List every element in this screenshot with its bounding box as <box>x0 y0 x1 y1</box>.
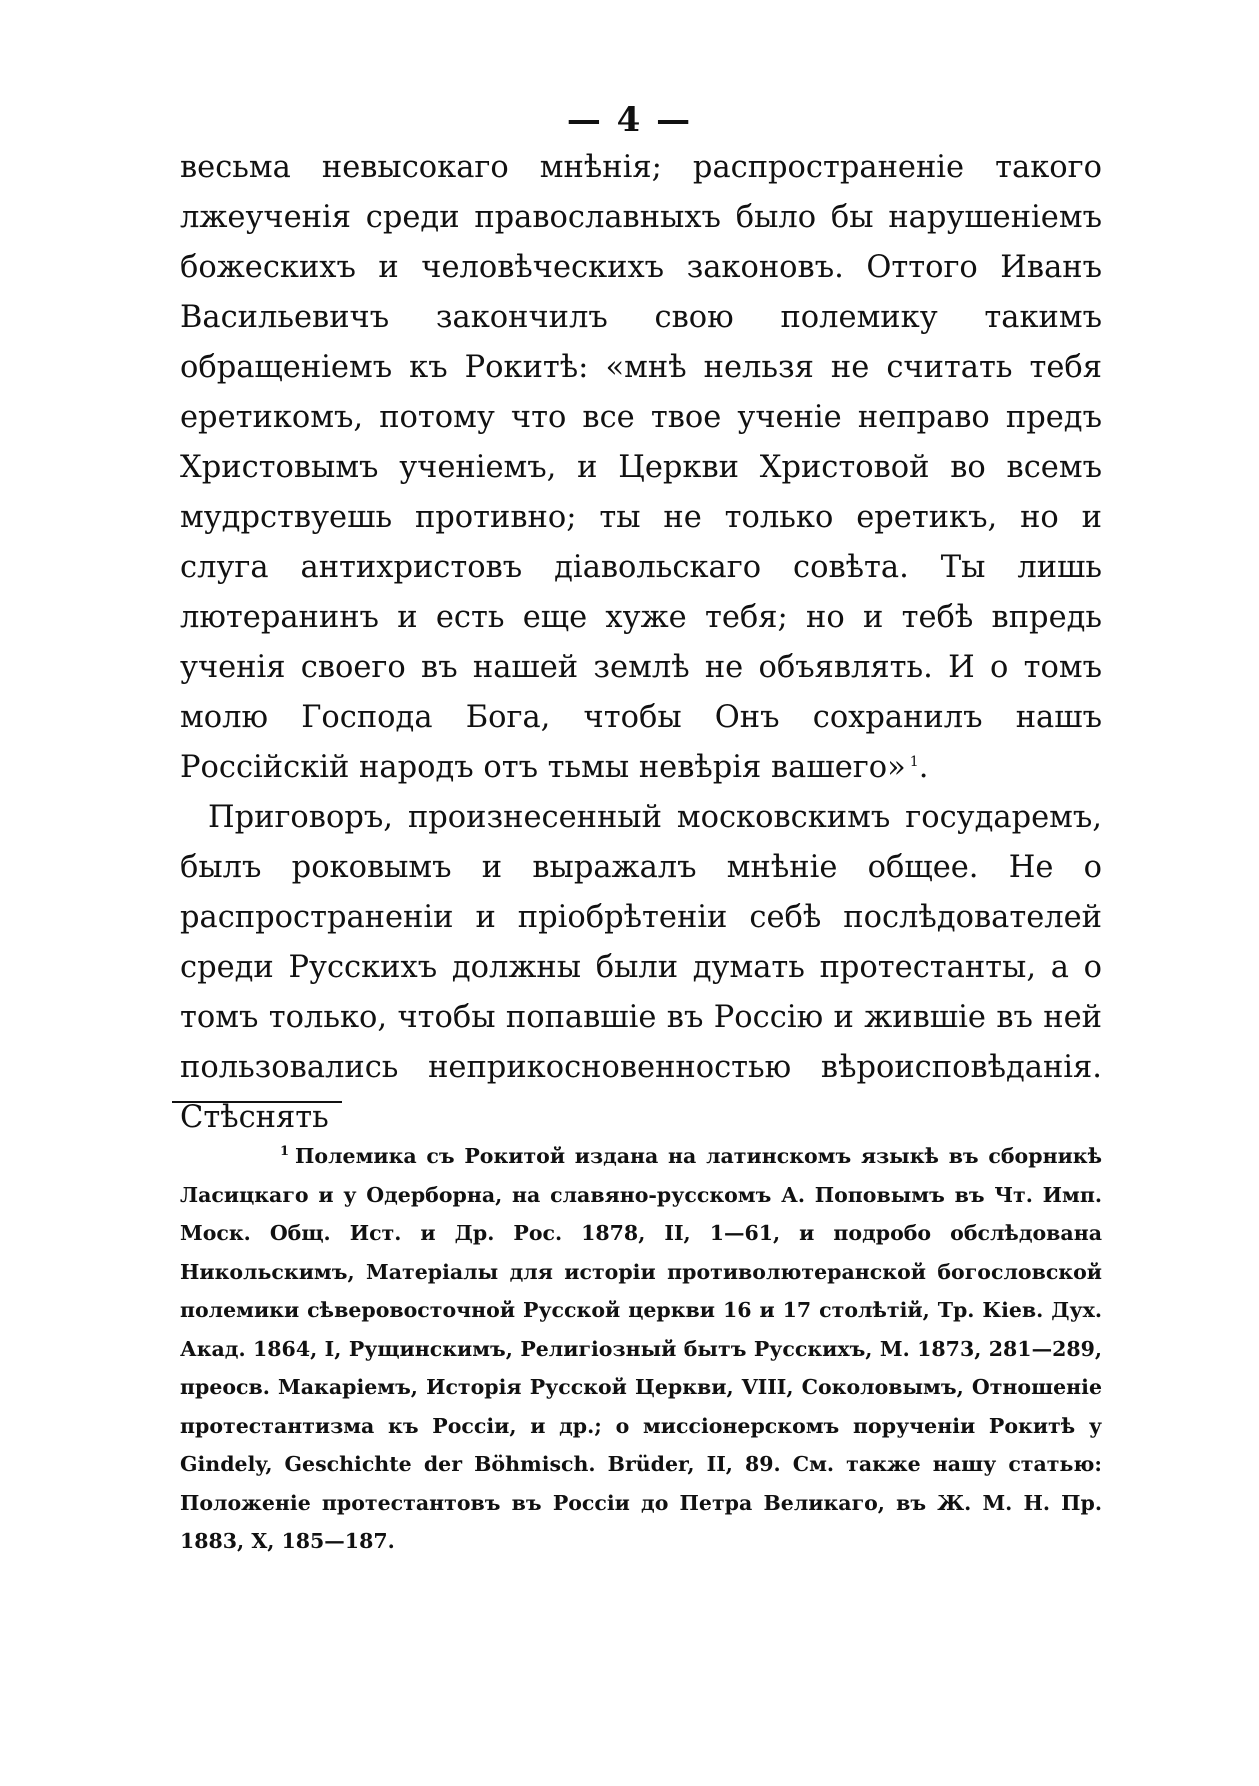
footnote-reference[interactable]: 1 <box>909 753 919 770</box>
page-number: — 4 — <box>566 100 693 140</box>
paragraph-2 <box>180 793 1102 1143</box>
paragraph-1-end-punctuation: . <box>918 750 929 785</box>
main-text <box>180 143 1102 1143</box>
paragraph-2-text: Приговоръ, произнесенный московскимъ государемъ, былъ роковымъ и выражалъ мнѣніе общее. Не о распространеніи и пріобрѣтеніи себѣ послѣдователей среди Русскихъ должны были думать протестанты, а о томъ только, чтобы попавшіе въ Россію и жившіе въ ней пользовались неприкосновенностью вѣроисповѣданія. Стѣснять <box>180 800 1102 1135</box>
paragraph-1 <box>180 143 1102 793</box>
footnote <box>180 1137 1102 1561</box>
footnote-mark: 1 <box>280 1144 290 1160</box>
footnote-text: Полемика съ Рокитой издана на латинскомъ языкѣ въ сборникѣ Ласицкаго и у Одерборна, на славяно-русскомъ А. Поповымъ въ Чт. Имп. Моск. Общ. Ист. и Др. Рос. 1878, II, 1—61, и подробо обслѣдована Никольскимъ, Матеріалы для исторіи противолютеранской богословской полемики сѣверовосточной Русской церкви 16 и 17 столѣтій, Тр. Кіев. Дух. Акад. 1864, I, Рущинскимъ, Религіозный бытъ Русскихъ, М. 1873, 281—289, преосв. Макаріемъ, Исторія Русской Церкви, VIII, Соколовымъ, Отношеніе протестантизма къ Россіи, и др.; о миссіонерскомъ порученіи Рокитѣ у Gindely, Geschichte der Böhmisch. Brüder, II, 89. См. также нашу статью: Положеніе протестантовъ въ Россіи до Петра Великаго, въ Ж. М. Н. Пр. 1883, X, 185—187. <box>180 1144 1102 1553</box>
paragraph-1-text: весьма невысокаго мнѣнія; распространеніе такого лжеученія среди православныхъ было бы нарушеніемъ божескихъ и человѣческихъ законовъ. Оттого Иванъ Васильевичъ закончилъ свою полемику такимъ обращеніемъ къ Рокитѣ: «мнѣ нельзя не считать тебя еретикомъ, потому что все твое ученіе неправо предъ Христовымъ ученіемъ, и Церкви Христовой во всемъ мудрствуешь противно; ты не только еретикъ, но и слуга антихристовъ діавольскаго совѣта. Ты лишь лютеранинъ и есть еще хуже тебя; но и тебѣ впредь ученія своего въ нашей землѣ не объявлять. И о томъ молю Господа Бога, чтобы Онъ сохранилъ нашъ Россійскій народъ отъ тьмы невѣрія вашего» <box>180 150 1102 785</box>
footnote-divider <box>172 1101 342 1103</box>
